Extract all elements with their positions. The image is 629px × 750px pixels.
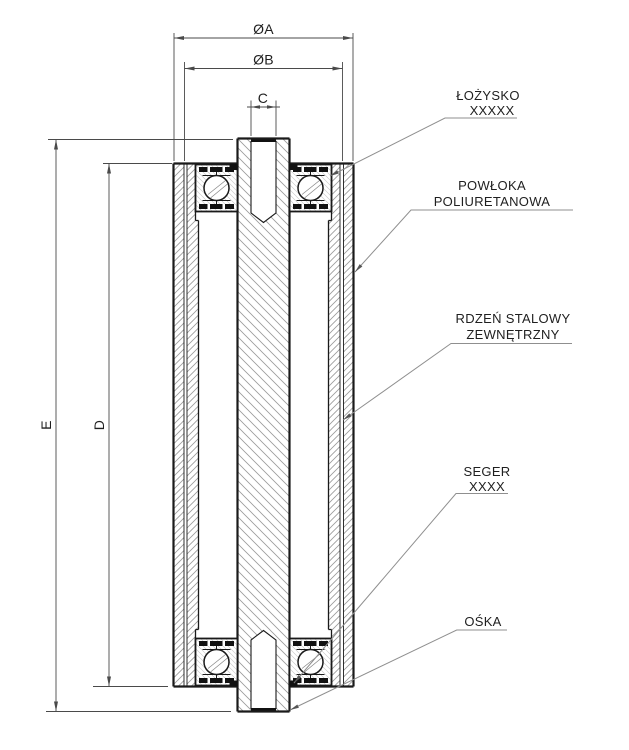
axle-section bbox=[238, 139, 290, 712]
dim-label-total-length: E bbox=[38, 420, 54, 430]
callout-circlip-line2: XXXX bbox=[469, 479, 505, 494]
dimension-d bbox=[91, 164, 172, 687]
bearing-top-right bbox=[290, 165, 332, 212]
dimension-e bbox=[38, 140, 233, 712]
callout-bearing bbox=[329, 88, 520, 178]
dimension-c bbox=[247, 90, 280, 136]
callout-circlip-line1: SEGER bbox=[463, 464, 511, 479]
callout-coating-line1: POWŁOKA bbox=[458, 178, 526, 193]
callout-axle-label: OŚKA bbox=[464, 614, 502, 629]
callout-coating-line2: POLIURETANOWA bbox=[433, 194, 551, 209]
bearing-bottom-left bbox=[196, 639, 238, 686]
callout-core-line2: ZEWNĘTRZNY bbox=[466, 327, 560, 342]
callout-coating bbox=[354, 178, 573, 273]
dim-label-core-length: D bbox=[91, 419, 107, 431]
callout-core bbox=[342, 311, 572, 421]
bearing-top-left bbox=[196, 165, 238, 212]
dim-label-core-diameter: ØB bbox=[253, 51, 274, 68]
dim-label-outer-diameter: ØA bbox=[253, 21, 274, 37]
bearing-bottom-right bbox=[290, 639, 332, 686]
dim-label-bore: C bbox=[257, 90, 269, 106]
callout-bearing-line1: ŁOŻYSKO bbox=[456, 88, 520, 103]
callout-core-line1: RDZEŃ STALOWY bbox=[455, 311, 571, 326]
callout-bearing-line2: XXXXX bbox=[469, 103, 515, 118]
